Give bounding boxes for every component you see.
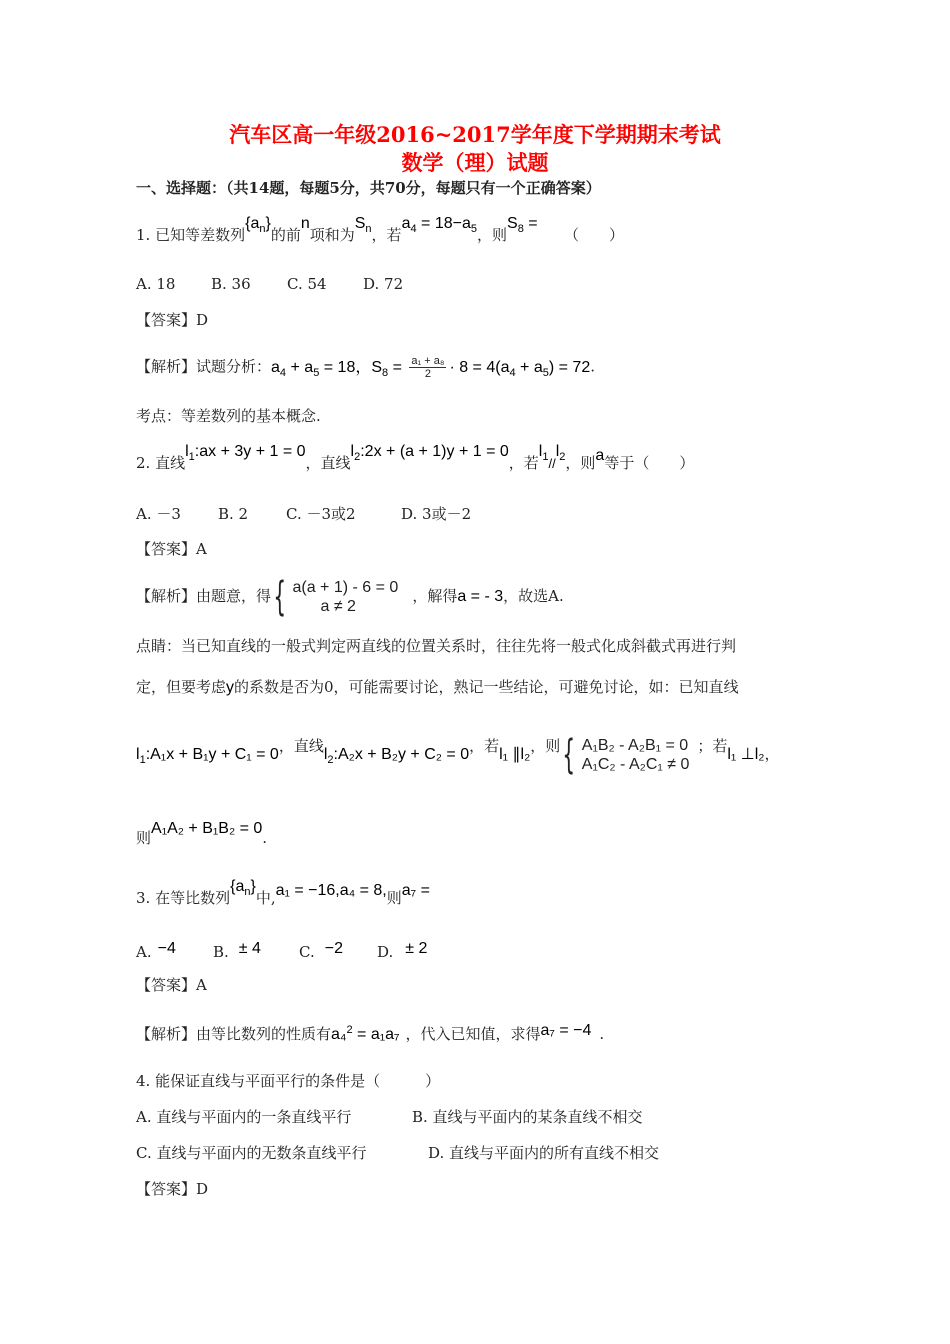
option-a: A. −4: [136, 940, 176, 961]
section-heading: 一、选择题：（共14题，每题5分，共70分，每题只有一个正确答案）: [136, 179, 601, 197]
question-1-answer: 【答案】D: [136, 311, 209, 329]
question-3-analysis: 【解析】由等比数列的性质有a₄$^2$ = a₁a₇ ，代入已知值，求得a₇ = −4 .: [136, 1022, 605, 1043]
option-c: C. 直线与平面内的无数条直线平行: [136, 1144, 367, 1162]
question-3-stem: 3. 在等比数列$\{a_n\}$中,a₁ = −16,a₄ = 8,则a₇ =: [136, 878, 430, 907]
fraction: $\frac{\text{a₁ + a₈}}{2}$: [411, 355, 445, 380]
option-a: A. 直线与平面内的一条直线平行: [136, 1108, 352, 1126]
question-2-dianjing-line1: 点睛：当已知直线的一般式判定两直线的位置关系时，往往先将一般式化成斜截式再进行判: [136, 637, 737, 655]
question-4-answer: 【答案】D: [136, 1180, 209, 1198]
question-2-answer: 【答案】A: [136, 540, 207, 558]
option-d: D. 3或－2: [401, 505, 472, 523]
question-4-options-row1: [136, 1107, 643, 1127]
question-1-kaodian: 考点：等差数列的基本概念.: [136, 407, 321, 425]
option-c: C. −2: [299, 940, 343, 961]
option-c: C. －3或2: [286, 505, 356, 523]
option-d: D. 直线与平面内的所有直线不相交: [428, 1144, 660, 1162]
question-2-example-line: $l_1:A_1x + B_1y + C_1 = 0$，直线$l_2:A_2x + B_2y + C_2 = 0$，若l₁ ∥l₂，则{ A₁B₂ - A₂B₁ = 0 A₁C₂ - A₂C₁ ≠ 0 ；若l₁ ⊥l₂，: [136, 732, 780, 778]
option-b: B. 2: [218, 505, 249, 523]
option-a: A. －3: [136, 505, 181, 523]
option-b: B. 36: [211, 275, 251, 293]
question-2-example-perp: 则A₁A₂ + B₁B₂ = 0.: [136, 820, 268, 847]
question-3-answer: 【答案】A: [136, 976, 207, 994]
option-c: C. 54: [287, 275, 327, 293]
question-2-analysis: 【解析】由题意，得{ a(a + 1) - 6 = 0 a ≠ 2 ，解得a = - 3，故选A.: [136, 574, 564, 620]
question-1-stem: 1. 已知等差数列$\{a_n\}$的前n项和为$S_n$，若$a_4 = 18-a_5$，则$S_8$ = （ ）: [136, 215, 625, 244]
option-d: D. ± 2: [377, 940, 428, 961]
document-title: 汽车区高一年级2016~2017学年度下学期期末考试: [229, 122, 721, 147]
question-2-dianjing-line2: 定，但要考虑y的系数是否为0，可能需要讨论，熟记一些结论，可避免讨论，如：已知直线: [136, 678, 739, 696]
question-2-stem: 2. 直线$l_1:ax + 3y + 1 = 0$，直线$l_2:2x + (a + 1)y + 1 = 0$，若$l_1//l_2$，则a等于（ ）: [136, 443, 695, 472]
option-d: D. 72: [363, 275, 404, 293]
question-2-options: [136, 504, 471, 524]
document-subtitle: 数学（理）试题: [401, 150, 549, 175]
option-a: A. 18: [136, 275, 176, 293]
question-3-options: [136, 938, 427, 959]
question-4-options-row2: [136, 1143, 659, 1163]
option-b: B. ± 4: [213, 940, 261, 961]
option-b: B. 直线与平面内的某条直线不相交: [412, 1108, 643, 1126]
question-1-analysis: 【解析】试题分析：$a_4 + a_5 = 18$，$S_8$ = $\frac{\text{a₁ + a₈}}{2}$ · $8 = 4(a_4 + a_5) = 72$.: [136, 355, 595, 380]
question-4-stem: 4. 能保证直线与平面平行的条件是（ ）: [136, 1072, 441, 1090]
question-1-options: [136, 274, 403, 294]
